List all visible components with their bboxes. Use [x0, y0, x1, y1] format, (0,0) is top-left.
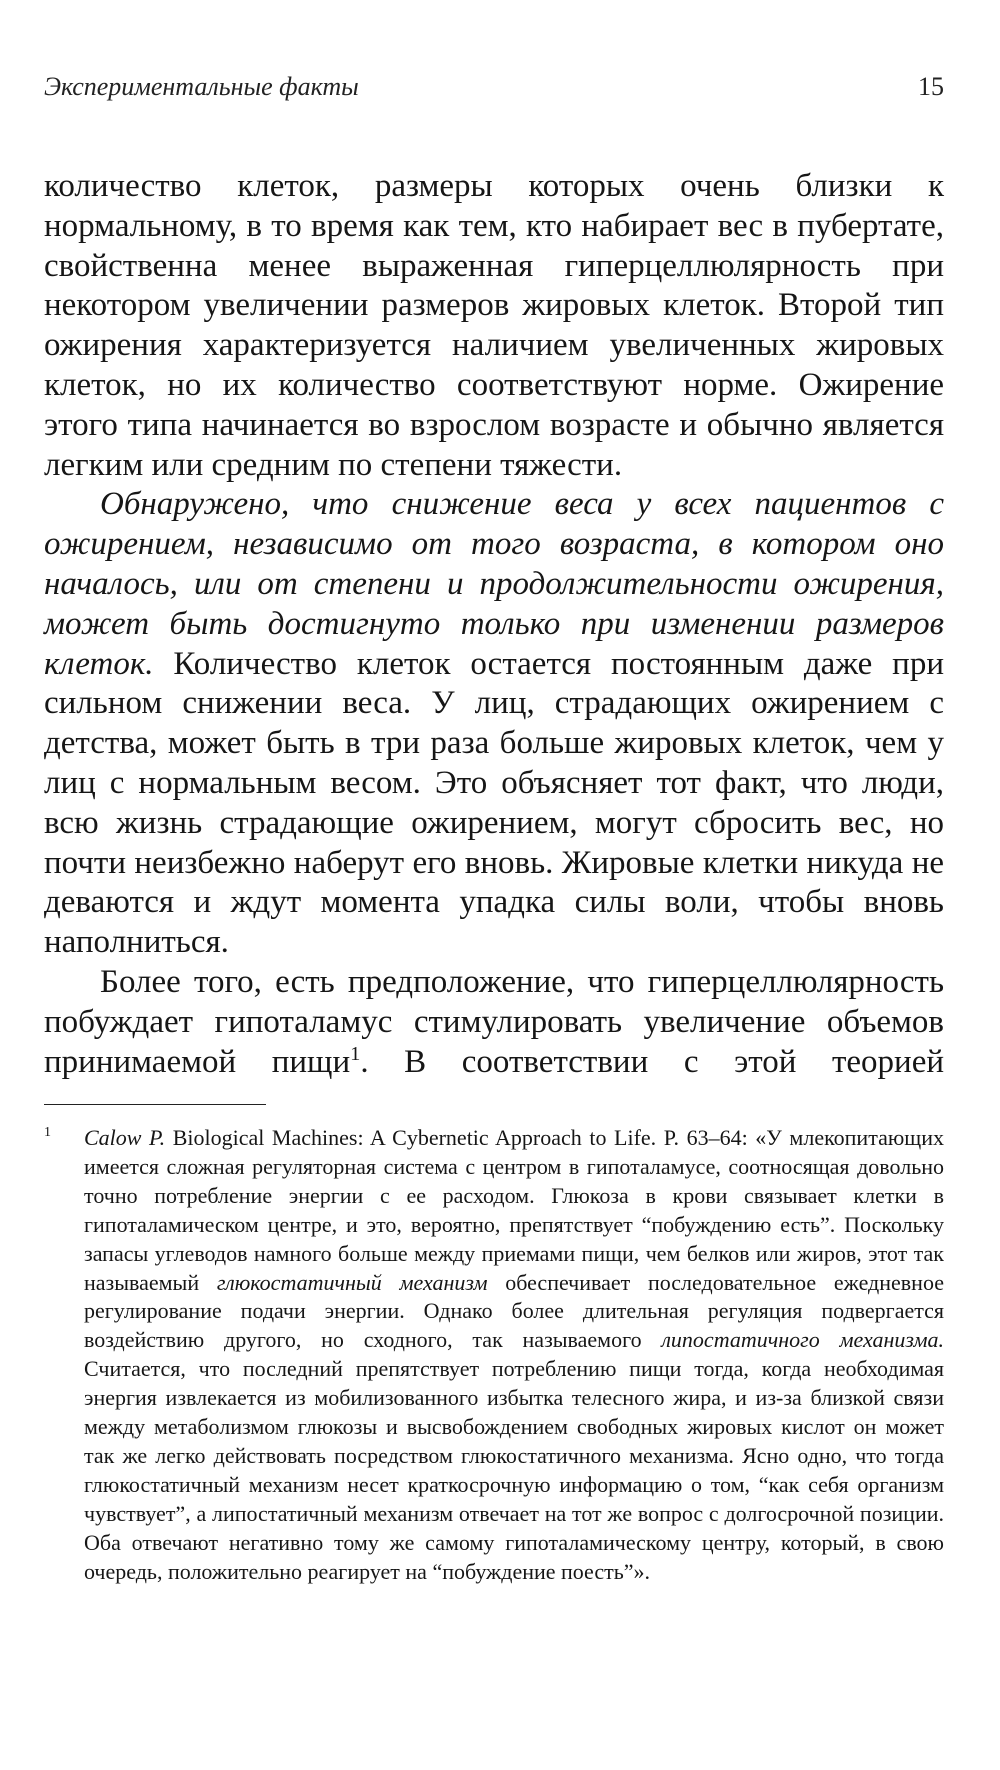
main-text [44, 167, 944, 1082]
footnote [44, 1124, 944, 1587]
footnote-term-glucostatic: глюкостатичный механизм [216, 1269, 488, 1295]
footnote-divider [44, 1104, 266, 1105]
paragraph-1: количество клеток, размеры которых очень близки к нормальному, в то время как тем, кто набирает вес в пубертате, свойственна менее выраженная гиперцеллюлярность при некотором увеличении размеров жировых клеток. Второй тип ожирения характеризуется наличием увеличенных жировых клеток, но их количество соответствуют норме. Ожирение этого типа начинается во взрослом возрасте и обычно является легким или средним по степени тяжести. [44, 168, 944, 483]
footnote-text-part-2: обеспечивает последовательное ежедневное регулирование подачи энергии. Однако более длительная регуляция подвергается воздействию другого, но сходного, так называемого [84, 1269, 944, 1353]
footnote-reference: 1 [350, 1042, 361, 1065]
paragraph-2-emphasis: Обнаружено, что снижение веса у всех пациентов с ожирением, независимо от того возраста, в котором оно началось, или от степени и продолжительности ожирения, может быть достигнуто только при изменении размеров клеток. [44, 486, 944, 682]
footnote-author: Calow P. [84, 1125, 166, 1150]
page-header [44, 72, 944, 112]
paragraph-3 [44, 963, 944, 1082]
footnote-text-part-3: Считается, что последний препятствует потреблению пищи тогда, когда необходимая энергия извлекается из мобилизованного избытка телесного жира, и из-за близкой связи между метаболизмом глюкозы и высвобождением свободных жировых кислот он может так же легко действовать посредством глюкостатичного механизма. Ясно одно, что тогда глюкостатичный механизм несет краткосрочную информацию о том, “как себя организм чувствует”, а липостатичный механизм отвечает на тот же вопрос с долгосрочной позиции. Оба отвечают негативно тому же самому гипоталамическому центру, который, в свою очередь, положительно реагирует на “побуждение поесть”». [84, 1356, 944, 1584]
paragraph-2-text: Количество клеток остается постоянным даже при сильном снижении веса. У лиц, страдающих ожирением с детства, может быть в три раза больше жировых клеток, чем у лиц с нормальным весом. Это объясняет тот факт, что люди, всю жизнь страдающие ожирением, могут сбросить вес, но почти неизбежно наберут его вновь. Жировые клетки никуда не деваются и ждут момента упадка силы воли, чтобы вновь наполниться. [44, 645, 944, 961]
paragraph-3-text: Более того, есть предположение, что гиперцеллюлярность побуждает гипоталамус стимулировать увеличение объемов принимаемой пищи [44, 963, 944, 1080]
page-number: 15 [918, 72, 944, 101]
footnote-text [84, 1124, 944, 1587]
paragraph-3-text-end: . В соответствии с этой теорией [360, 1043, 945, 1080]
footnote-text-part-1: Biological Machines: A Cybernetic Approach to Life. P. 63–64: «У млекопитающих имеется сложная регуляторная система с центром в гипоталамусе, соотносящая довольно точно потребление энергии с ее расходом. Глюкоза в крови связывает клетки в гипоталамическом центре, и это, вероятно, препятствует “побуждению есть”. Поскольку запасы углеводов намного больше между приемами пищи, чем белков или жиров, этот так называемый [84, 1125, 945, 1295]
paragraph-2 [44, 485, 944, 963]
running-title: Экспериментальные факты [44, 72, 359, 101]
footnote-mark: 1 [44, 1125, 51, 1140]
footnote-term-lipostatic: липостатичного механизма. [661, 1327, 944, 1353]
